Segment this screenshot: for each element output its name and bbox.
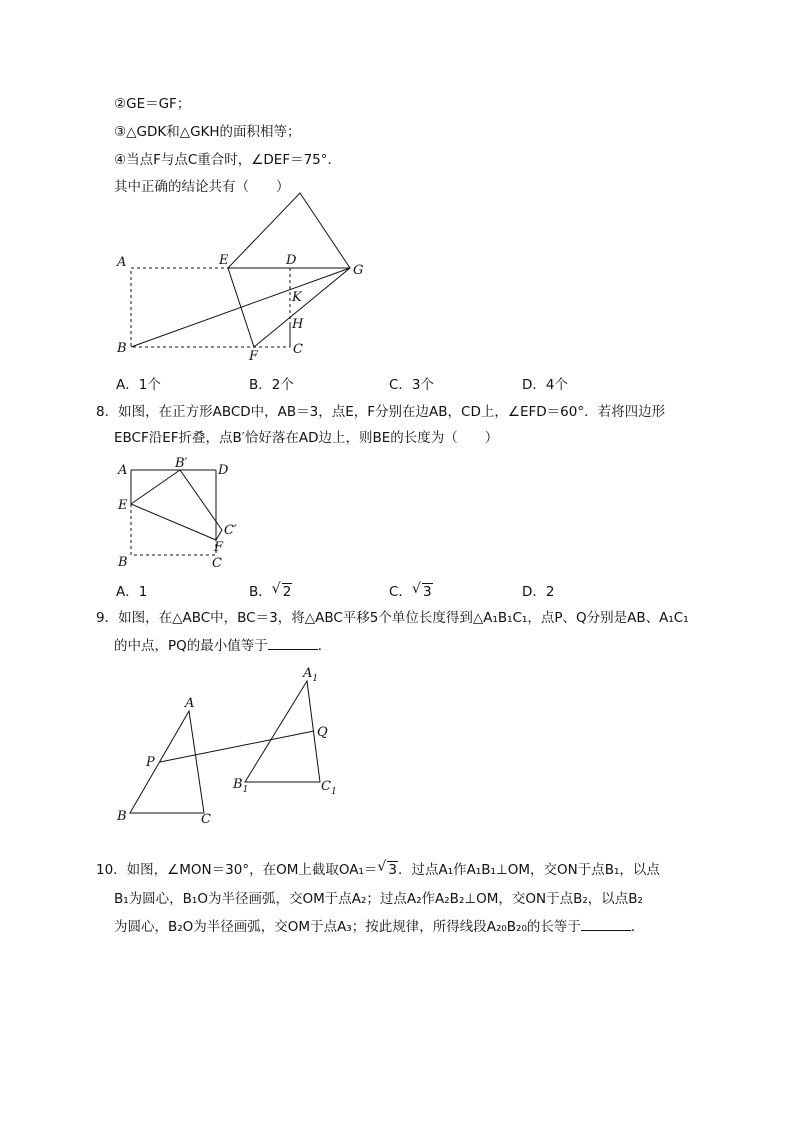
q8-option-c-radicand: 3 — [422, 584, 432, 600]
q9-label-c: C — [201, 812, 211, 827]
q8-label-c: C — [212, 556, 222, 571]
q8-label-a: A — [118, 463, 128, 478]
q7-label-b: B — [117, 341, 127, 356]
q7-label-a: A — [117, 255, 127, 270]
q9-label-b1: $B_1$ — [233, 777, 249, 795]
q7-label-g: G — [353, 263, 364, 278]
q7-label-d: D — [286, 253, 297, 268]
q9-label-c1: $C_1$ — [321, 779, 337, 797]
q8-label-f: F — [214, 540, 224, 555]
q8-option-b-radicand: 2 — [282, 584, 292, 600]
q8-option-d: D．2 — [522, 584, 555, 600]
q10-answer-blank — [581, 918, 631, 931]
q7-item-2: ②GE＝GF； — [114, 96, 191, 112]
q9-triangle-a1b1c1 — [245, 681, 320, 782]
q7-option-c: C．3个 — [389, 377, 435, 393]
q7-option-a: A．1个 — [116, 377, 161, 393]
q7-label-k: K — [292, 290, 302, 305]
q7-option-d: D．4个 — [522, 377, 568, 393]
q9-triangle-abc — [130, 711, 204, 813]
q10-stem-line-1: 10．如图，∠MON＝30°，在OM上截取OA₁＝ √ 3．过点A₁作A₁B₁⊥OM，交ON于点B₁，以点 — [96, 859, 660, 878]
q7-label-e: E — [219, 253, 229, 268]
q8-label-e: E — [118, 498, 128, 513]
q8-option-c: C． √ 3 — [389, 581, 432, 600]
q7-dashed-rect — [131, 268, 290, 347]
q7-label-f: F — [249, 349, 259, 364]
q9-stem-line-2: 的中点，PQ的最小值等于 ． — [114, 638, 332, 654]
q9-label-p: P — [146, 755, 155, 770]
q8-label-c1: C′ — [224, 523, 237, 538]
q9-stem-line-1: 9．如图，在△ABC中，BC＝3，将△ABC平移5个单位长度得到△A₁B₁C₁，点P、Q分别是AB、A₁C₁ — [96, 610, 689, 626]
q8-stem-line-1: 8．如图，在正方形ABCD中，AB＝3，点E，F分别在边AB，CD上，∠EFD＝60°．若将四边形 — [96, 404, 666, 420]
q8-option-b: B． √ 2 — [249, 581, 292, 600]
q9-segment-pq — [160, 731, 314, 762]
q9-label-a1: $A_1$ — [303, 666, 319, 684]
q8-label-b1: B′ — [175, 456, 188, 471]
q7-label-h: H — [292, 317, 304, 332]
q9-label-b: B — [117, 809, 127, 824]
q9-label-q: Q — [317, 725, 328, 740]
q7-item-4: ④当点F与点C重合时，∠DEF＝75°． — [114, 152, 342, 168]
q7-item-3: ③△GDK和△GKH的面积相等； — [114, 124, 301, 140]
q8-stem-line-2: EBCF沿EF折叠，点B′恰好落在AD边上，则BE的长度为（ ） — [114, 430, 499, 446]
q7-option-b: B．2个 — [249, 377, 294, 393]
q9-label-a: A — [185, 696, 195, 711]
q8-label-d: D — [218, 463, 229, 478]
q10-stem-line-2: B₁为圆心，B₁O为半径画弧，交OM于点A₂；过点A₂作A₂B₂⊥OM，交ON于点B₂，以点B₂ — [114, 891, 643, 907]
q10-radicand: 3 — [388, 862, 397, 878]
q8-option-a: A．1 — [116, 584, 148, 600]
q8-label-b: B — [118, 555, 128, 570]
q8-line-eb1 — [131, 470, 180, 504]
q9-answer-blank — [268, 637, 318, 650]
q8-line-ef — [131, 504, 216, 540]
q7-square-efg — [228, 193, 350, 347]
q10-stem-line-3: 为圆心，B₂O为半径画弧，交OM于点A₃；按此规律，所得线段A₂₀B₂₀的长等于 ． — [114, 919, 645, 935]
q7-prompt: 其中正确的结论共有（ ） — [114, 179, 290, 195]
q7-label-c: C — [293, 342, 303, 357]
